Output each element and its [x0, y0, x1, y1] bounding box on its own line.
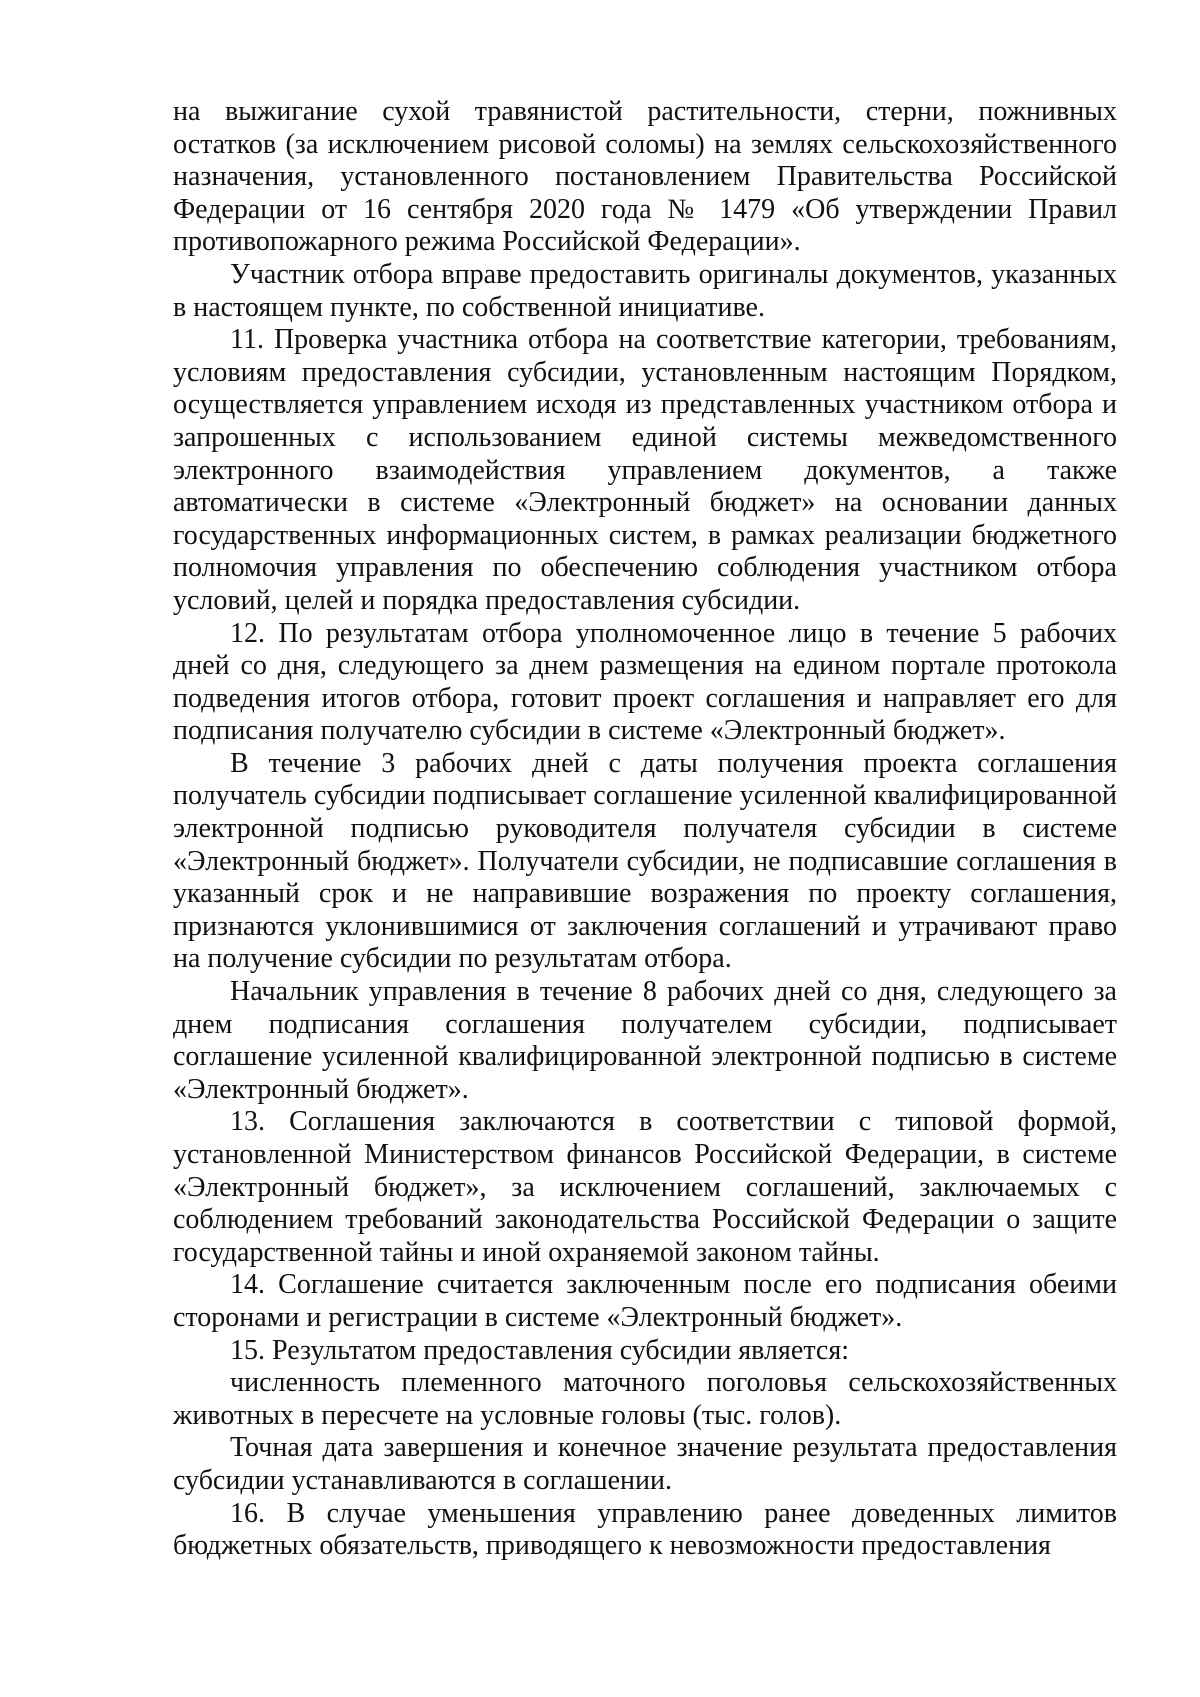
- document-body: [173, 96, 1117, 1563]
- paragraph-signing-deadline: В течение 3 рабочих дней с даты получения проекта соглашения получатель субсидии подписывает соглашение усиленной квалифицированной электронной подписью руководителя получателя субсидии в системе «Электронный бюджет». Получатели субсидии, не подписавшие соглашения в указанный срок и не направившие возражения по проекту соглашения, признаются уклонившимися от заключения соглашений и утрачивают право на получение субсидии по результатам отбора.: [173, 747, 1117, 975]
- paragraph-item-14: 14. Соглашение считается заключенным после его подписания обеими сторонами и регистрации в системе «Электронный бюджет».: [173, 1269, 1117, 1333]
- paragraph-item-13: 13. Соглашения заключаются в соответствии с типовой формой, установленной Министерством финансов Российской Федерации, в системе «Электронный бюджет», за исключением соглашений, заключаемых с соблюдением требований законодательства Российской Федерации о защите государственной тайны и иной охраняемой законом тайны.: [173, 1106, 1117, 1268]
- paragraph-item-15: 15. Результатом предоставления субсидии является:: [230, 1334, 849, 1366]
- paragraph-item-16: 16. В случае уменьшения управлению ранее доведенных лимитов бюджетных обязательств, приводящего к невозможности предоставления: [173, 1497, 1117, 1562]
- paragraph-result-indicator: численность племенного маточного поголовья сельскохозяйственных животных в пересчете на условные головы (тыс. голов).: [173, 1367, 1117, 1431]
- paragraph-result-date: Точная дата завершения и конечное значение результата предоставления субсидии устанавливаются в соглашении.: [173, 1432, 1117, 1496]
- paragraph-head-signing: Начальник управления в течение 8 рабочих дней со дня, следующего за днем подписания соглашения получателем субсидии, подписывает соглашение усиленной квалифицированной электронной подписью в системе «Электронный бюджет».: [173, 976, 1117, 1105]
- paragraph-item-11: 11. Проверка участника отбора на соответствие категории, требованиям, условиям предоставления субсидии, установленным настоящим Порядком, осуществляется управлением исходя из представленных участником отбора и запрошенных с использованием единой системы межведомственного электронного взаимодействия управлением документов, а также автоматически в системе «Электронный бюджет» на основании данных государственных информационных систем, в рамках реализации бюджетного полномочия управления по обеспечению соблюдения участником отбора условий, целей и порядка предоставления субсидии.: [173, 324, 1117, 616]
- paragraph-continuation: на выжигание сухой травянистой растительности, стерни, пожнивных остатков (за исключением рисовой соломы) на землях сельскохозяйственного назначения, установленного постановлением Правительства Российской Федерации от 16 сентября 2020 года № 1479 «Об утверждении Правил противопожарного режима Российской Федерации».: [173, 96, 1117, 258]
- paragraph-originals-right: Участник отбора вправе предоставить оригиналы документов, указанных в настоящем пункте, по собственной инициативе.: [173, 258, 1117, 323]
- paragraph-item-12: 12. По результатам отбора уполномоченное лицо в течение 5 рабочих дней со дня, следующего за днем размещения на едином портале протокола подведения итогов отбора, готовит проект соглашения и направляет его для подписания получателю субсидии в системе «Электронный бюджет».: [173, 617, 1117, 747]
